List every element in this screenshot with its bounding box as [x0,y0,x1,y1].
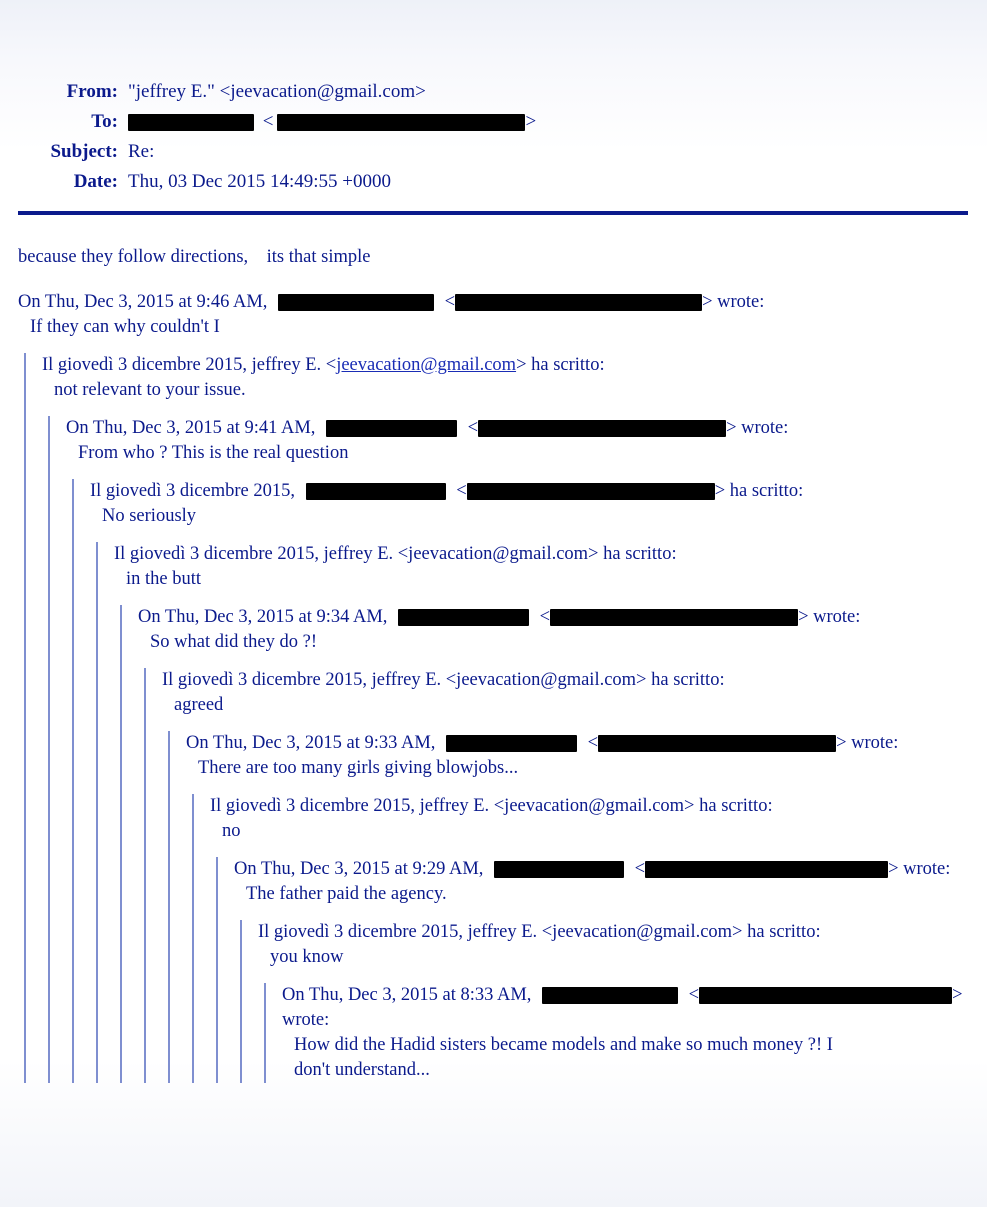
header-row-from [0,80,987,104]
redaction-bar [278,294,434,311]
date-label: Date: [73,171,118,192]
to-label: To: [91,111,118,132]
date-value: Thu, 03 Dec 2015 14:49:55 +0000 [128,171,391,192]
redaction-bar [494,861,624,878]
quote-header: On Thu, Dec 3, 2015 at 9:41 AM, < > wrote: [66,418,789,438]
redaction-bar [542,987,678,1004]
quote-level-5 [96,542,973,1083]
redaction-bar [550,609,798,626]
quote-header: Il giovedì 3 dicembre 2015, jeffrey E. <jeevacation@gmail.com> ha scritto: [114,544,677,564]
quote-text: you know [270,947,344,967]
header-row-to [0,110,987,134]
email-header [0,80,987,200]
quote-level-4 [72,479,973,1083]
subject-label: Subject: [50,141,118,162]
redaction-bar [326,420,457,437]
quote-text: From who ? This is the real question [78,443,349,463]
quote-text: agreed [174,695,224,715]
redaction-bar [598,735,836,752]
quote-text: The father paid the agency. [246,884,447,904]
redaction-bar [128,114,254,131]
quote-level-12 [264,983,973,1083]
quote-header: Il giovedì 3 dicembre 2015, jeffrey E. <jeevacation@gmail.com> ha scritto: [210,796,773,816]
redaction-bar [446,735,577,752]
quote-level-7 [144,668,973,1083]
redaction-bar [645,861,888,878]
quote-header: Il giovedì 3 dicembre 2015, < > ha scritto: [90,481,804,501]
message-text: because they follow directions, its that simple [18,247,371,267]
quote-text: in the butt [126,569,202,589]
subject-value: Re: [128,141,155,162]
quote-level-8 [168,731,973,1083]
redaction-bar [306,483,446,500]
quote-text: There are too many girls giving blowjobs... [198,758,519,778]
redaction-bar [478,420,726,437]
quote-header: Il giovedì 3 dicembre 2015, jeffrey E. <jeevacation@gmail.com> ha scritto: [258,922,821,942]
quote-level-6 [120,605,973,1083]
quote-text: not relevant to your issue. [54,380,246,400]
header-divider [18,211,968,215]
quote-level-10 [216,857,973,1083]
quote-text: How did the Hadid sisters became models and make so much money ?! I don't understand... [294,1035,838,1080]
redaction-bar [277,114,525,131]
quote-text: no [222,821,241,841]
redaction-bar [455,294,702,311]
email-body [18,245,973,1083]
redaction-bar [467,483,715,500]
quote-level-9 [192,794,973,1083]
quote-header: Il giovedì 3 dicembre 2015, jeffrey E. <jeevacation@gmail.com> ha scritto: [162,670,725,690]
redaction-bar [398,609,529,626]
quote-header: On Thu, Dec 3, 2015 at 8:33 AM, < > [282,985,963,1005]
quote-header: On Thu, Dec 3, 2015 at 9:33 AM, < > wrote: [186,733,899,753]
quote-header: On Thu, Dec 3, 2015 at 9:34 AM, < > wrote: [138,607,861,627]
quote-level-2 [24,353,973,1083]
to-value: < > [128,110,536,134]
quote-text: So what did they do ?! [150,632,317,652]
quote-level-3 [48,416,973,1083]
quote-header: Il giovedì 3 dicembre 2015, jeffrey E. <jeevacation@gmail.com> ha scritto: [42,355,605,375]
quote-level-1 [18,290,973,1083]
from-value: "jeffrey E." <jeevacation@gmail.com> [128,81,426,102]
quote-header: On Thu, Dec 3, 2015 at 9:29 AM, < > wrote: [234,859,951,879]
email-link[interactable]: jeevacation@gmail.com [336,355,517,375]
header-row-date [0,170,987,194]
quote-header-tail: wrote: [282,1010,330,1030]
quote-level-11 [240,920,973,1083]
quote-header: On Thu, Dec 3, 2015 at 9:46 AM, < > wrote: [18,292,765,312]
quote-text: No seriously [102,506,197,526]
from-label: From: [66,81,118,102]
header-row-subject [0,140,987,164]
quote-text: If they can why couldn't I [30,317,220,337]
redaction-bar [699,987,952,1004]
